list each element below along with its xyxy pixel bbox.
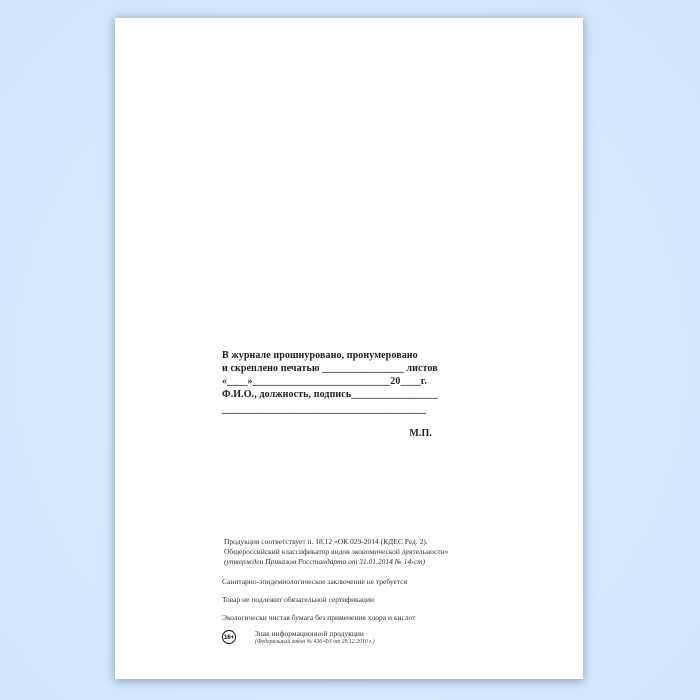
stitch-line-3: «____»___________________________20____г. [222,376,428,387]
age-rating-row [222,629,375,646]
document-page [115,18,583,679]
age-rating-text [255,629,375,646]
stitch-line-2: и скреплено печатью ________________ листов [222,363,438,374]
stamp-place-label: М.П. [409,428,432,439]
note-sanitary: Санитарно-эпидемиологическое заключение не требуется [222,577,408,586]
stitch-certification-block [222,349,448,440]
certification-notes [222,577,415,631]
compliance-line-3: (утвержден Приказом Росстандарта от 31.01.2014 № 14-ст) [224,557,425,566]
note-certification: Товар не подлежит обязательной сертификации [222,595,374,604]
compliance-line-1: Продукция соответствует п. 18.12 «ОК 029-2014 (КДЕС Ред. 2). [224,537,428,546]
age-rating-title: Знак информационной продукции [255,629,364,638]
stitch-line-4: Ф.И.О., должность, подпись_________________ [222,389,438,400]
stitch-signature-line: ________________________________________ [222,404,426,415]
age-16plus-badge-icon: 16+ [222,630,236,644]
age-rating-law: (Федеральный закон № 436-ФЗ от 29.12.2010 г.) [255,639,375,645]
compliance-line-2: Общероссийский классификатор видов экономической деятельности» [224,547,449,556]
compliance-paragraph [224,537,448,567]
note-eco-paper: Экологически чистая бумага без применения хлора и кислот [222,613,416,622]
stitch-line-1: В журнале прошнуровано, пронумеровано [222,350,418,361]
